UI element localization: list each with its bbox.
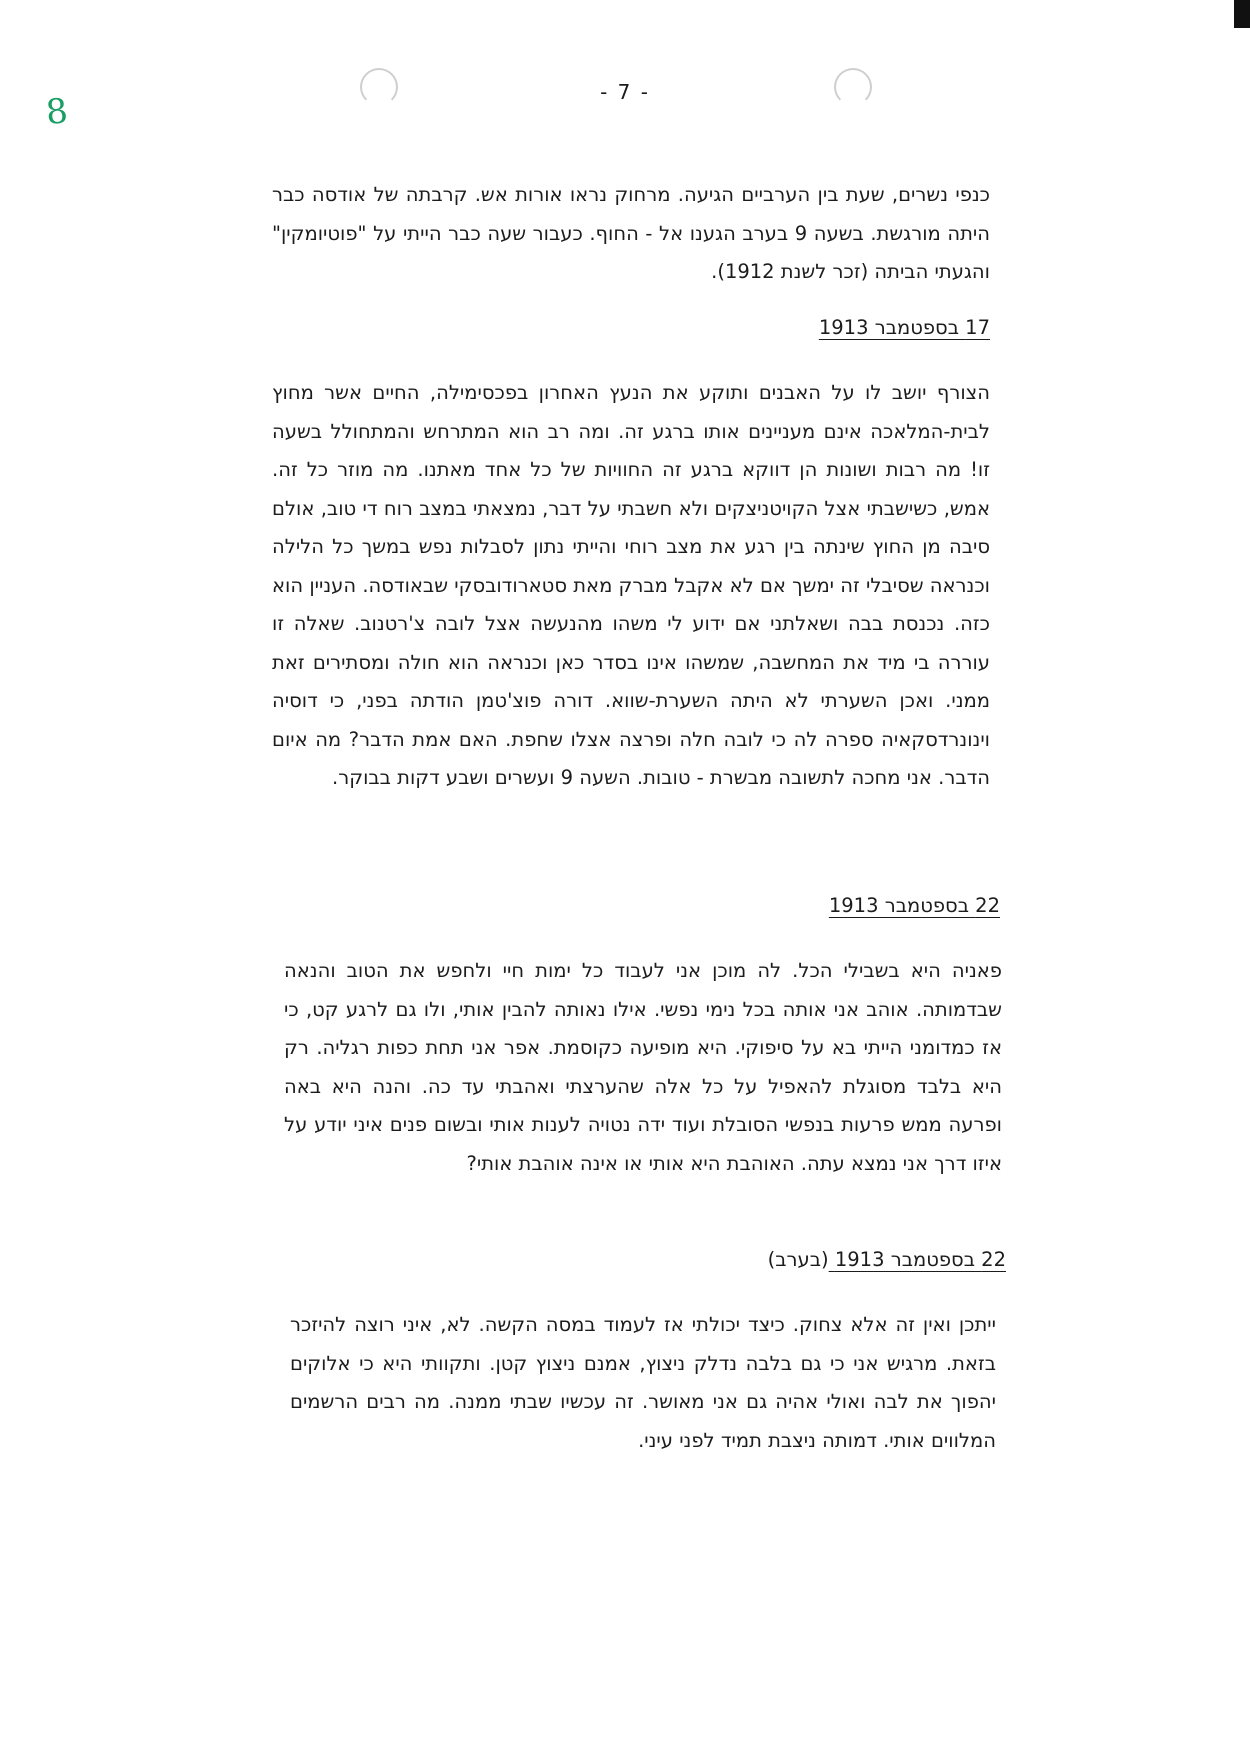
entry-text: כנפי נשרים, שעת בין הערביים הגיעה. מרחוק נראו אורות אש. קרבתה של אודסה כבר היתה מורגשת. בשעה 9 בערב הגענו אל - החוף. כעבור שעה כבר הייתי על "פוטיומקין" והגעתי הביתה (זכר לשנת 1912). [272, 183, 991, 283]
entry-date-heading-line [768, 1248, 1006, 1271]
entry-text: ייתכן ואין זה אלא צחוק. כיצד יכולתי אז לעמוד במסה הקשה. לא, איני רוצה להיזכר בזאת. מרגיש אני כי גם בלבה נדלק ניצוץ, אמנם ניצוץ קטן. ותקוותי היא כי אלוקים יהפוך את לבה ואולי אהיה גם אני מאושר. זה עכשיו שבתי ממנה. מה רבים הרשמים המלווים אותי. דמותה ניצבת תמיד לפני עיני. [290, 1313, 996, 1452]
entry-text: הצורף יושב לו על האבנים ותוקע את הנעץ האחרון בפכסימילה, החיים אשר מחוץ לבית-המלאכה אינם מעניינים אותו ברגע זה. ומה רב הוא המתרחש והמתחולל בשעה זו! מה רבות ושונות הן דווקא ברגע זה החוויות של כל אחד מאתנו. מה מוזר כל זה. אמש, כשישבתי אצל הקויטניצקים ולא חשבתי על דבר, נמצאתי במצב רוח די טוב, אולם סיבה מן החוץ שינתה בין רגע את מצב רוחי והייתי נתון לסבלות נפש במשך כל הלילה וכנראה שסיבלי זה ימשך אם לא אקבל מברק מאת סטארודובסקי שבאודסה. העניין הוא כזה. נכנסת בבה ושאלתני אם ידוע לי משהו מהנעשה אצל לובה צ'רטנוב. שאלה זו עוררה בי מיד את המחשבה, שמשהו אינו בסדר כאן וכנראה הוא חולה ומסתירים זאת ממני. ואכן השערתי לא היתה השערת-שווא. דורה פוצ'טמן הודתה בפני, כי דוסיה וינונרדסקאיה ספרה לה כי לובה חלה ופרצה אצלו שחפת. האם אמת הדבר? מה איום הדבר. אני מחכה לתשובה מבשרת - טובות. השעה 9 ועשרים ושבע דקות בבוקר. [272, 381, 990, 789]
entry-date-heading: 17 בספטמבר 1913 [818, 316, 990, 339]
entry-date-heading: 22 בספטמבר 1913 [828, 894, 1000, 917]
diary-entry [272, 374, 990, 798]
entry-date-heading: 22 בספטמבר 1913 [834, 1248, 1006, 1271]
handwritten-page-number: 8 [43, 90, 70, 134]
entry-continuation [272, 176, 990, 292]
entry-heading-note: (בערב) [767, 1248, 829, 1271]
diary-entry [284, 952, 1002, 1183]
page-number: - 7 - [600, 80, 650, 104]
scan-edge-mark [1234, 0, 1250, 28]
diary-entry [290, 1306, 996, 1460]
entry-text: פאניה היא בשבילי הכל. לה מוכן אני לעבוד כל ימות חיי ולחפש את הטוב והנאה שבדמותה. אוהב אני אותה בכל נימי נפשי. אילו נאותה להבין אותי, ולו גם לרגע קט, כי אז כמדומני הייתי בא על סיפוקי. היא מופיעה כקוסמת. אפר אני תחת כפות רגליה. רק היא בלבד מסוגלת להאפיל על כל אלה שהערצתי ואהבתי עד כה. והנה היא באה ופרעה ממש פרעות בנפשי הסובלת ועוד ידה נטויה לענות אותי ובשום פנים איני יודע על איזו דרך אני נמצא עתה. האוהבת היא אותי או אינה אוהבת אותי? [284, 959, 1002, 1175]
